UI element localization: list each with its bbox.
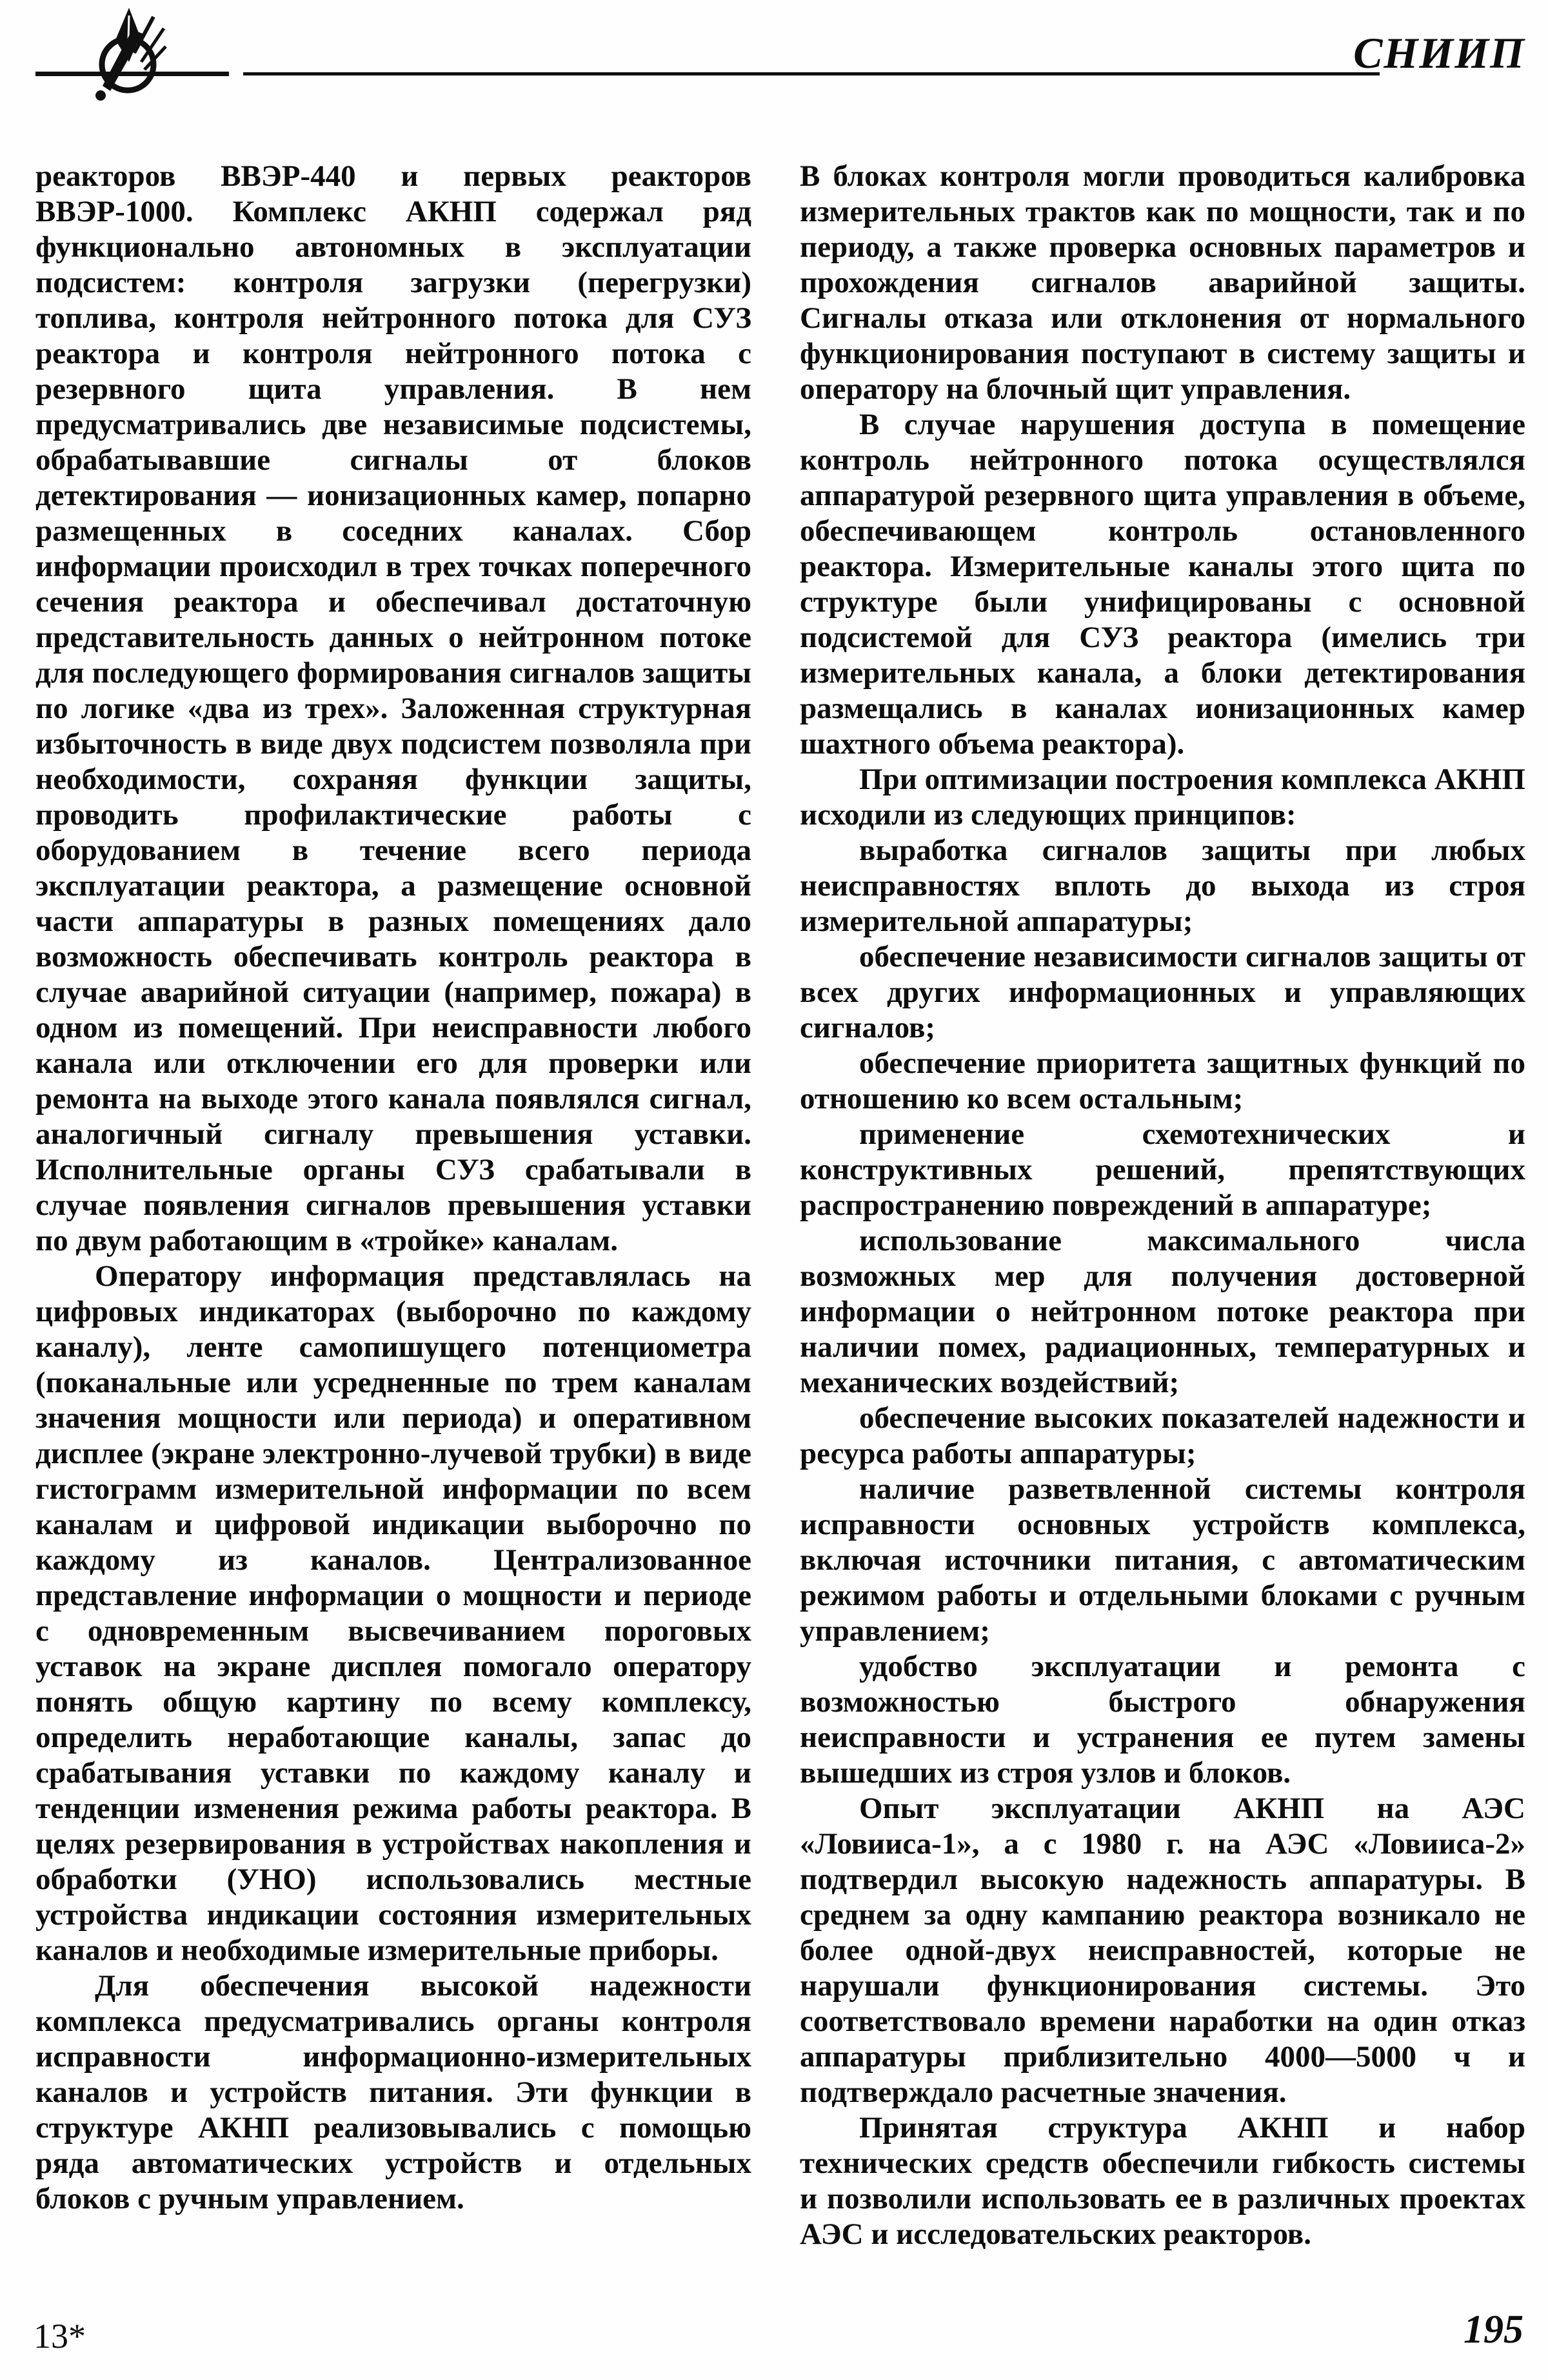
paragraph: В блоках контроля могли проводиться калибровка измерительных трактов как по мощности, так и по периоду, а также проверка основных параметров и прохождения сигналов аварийной защиты. Сигналы отказа или отклонения от нормального функционирования поступают в систему защиты и оператору на блочный щит управления. — [800, 159, 1525, 406]
footer-page-number: 195 — [1464, 2308, 1523, 2352]
list-item-principle: обеспечение приоритета защитных функций по отношению ко всем остальным; — [800, 1046, 1525, 1115]
list-item-principle: обеспечение высоких показателей надежности и ресурса работы аппаратуры; — [800, 1401, 1525, 1470]
list-item-principle: выработка сигналов защиты при любых неисправностях вплоть до выхода из строя измерительной аппаратуры; — [800, 834, 1525, 938]
paragraph: В случае нарушения доступа в помещение контроль нейтронного потока осуществлялся аппаратурой резервного щита управления в объеме, обеспечивающем контроль остановленного реактора. Измерительные каналы этого щита по структуре были унифицированы с основной подсистемой для СУЗ реактора (имелись три измерительных канала, а блоки детектирования размещались в каналах ионизационных камер шахтного объема реактора). — [800, 408, 1525, 761]
list-item-principle: использование максимального числа возможных мер для получения достоверной информации о нейтронном потоке реактора при наличии помех, радиационных, температурных и механических воздействий; — [800, 1224, 1525, 1399]
header-rule — [243, 72, 1380, 75]
quill-pen-circle-logo-icon — [0, 0, 271, 129]
list-item-principle: обеспечение независимости сигналов защиты от всех других информационных и управляющих сигналов; — [800, 940, 1525, 1045]
list-item-principle: наличие разветвленной системы контроля исправности основных устройств комплекса, включая источники питания, с автоматическим режимом работы и отдельными блоками с ручным управлением; — [800, 1472, 1525, 1648]
paragraph: реакторов ВВЭР-440 и первых реакторов ВВЭР-1000. Комплекс АКНП содержал ряд функционально автономных в эксплуатации подсистем: контроля загрузки (перегрузки) топлива, контроля нейтронного потока для СУЗ реактора и контроля нейтронного потока с резервного щита управления. В нем предусматривались две независимые подсистемы, обрабатывавшие сигналы от блоков детектирования — ионизационных камер, попарно размещенных в соседних каналах. Сбор информации происходил в трех точках поперечного сечения реактора и обеспечивал достаточную представительность данных о нейтронном потоке для последующего формирования сигналов защиты по логике «два из трех». Заложенная структурная избыточность в виде двух подсистем позволяла при необходимости, сохраняя функции защиты, проводить профилактические работы с оборудованием в течение всего периода эксплуатации реактора, а размещение основной части аппаратуры в разных помещениях дало возможность обеспечивать контроль реактора в случае аварийной ситуации (например, пожара) в одном из помещений. При неисправности любого канала или отключении его для проверки или ремонта на выходе этого канала появлялся сигнал, аналогичный сигналу превышения уставки. Исполнительные органы СУЗ срабатывали в случае появления сигналов превышения уставки по двум работающим в «тройке» каналам. — [35, 159, 751, 1257]
paragraph: Опыт эксплуатации АКНП на АЭС «Ловииса-1», а с 1980 г. на АЭС «Ловииса-2» подтвердил высокую надежность аппаратуры. В среднем за одну кампанию реактора возникало не более одной-двух неисправностей, которые не нарушали функционирования системы. Это соответствовало времени наработки на один отказ аппаратуры приблизительно 4000—5000 ч и подтверждало расчетные значения. — [800, 1792, 1525, 2109]
paragraph: При оптимизации построения комплекса АКНП исходили из следующих принципов: — [800, 763, 1525, 832]
paragraph: Для обеспечения высокой надежности комплекса предусматривались органы контроля исправности информационно-измерительных каналов и устройств питания. Эти функции в структуре АКНП реализовывались с помощью ряда автоматических устройств и отдельных блоков с ручным управлением. — [35, 1969, 751, 2215]
paragraph: Оператору информация представлялась на цифровых индикаторах (выборочно по каждому каналу), ленте самопишущего потенциометра (поканальные или усредненные по трем каналам значения мощности или периода) и оперативном дисплее (экране электронно-лучевой трубки) в виде гистограмм измерительной информации по всем каналам и цифровой индикации выборочно по каждому из каналов. Централизованное представление информации о мощности и периоде с одновременным высвечиванием пороговых уставок на экране дисплея помогало оператору понять общую картину по всему комплексу, определить неработающие каналы, запас до срабатывания уставки по каждому каналу и тенденции изменения режима работы реактора. В целях резервирования в устройствах накопления и обработки (УНО) использовались местные устройства индикации состояния измерительных каналов и необходимые измерительные приборы. — [35, 1259, 751, 1967]
list-item-principle: применение схемотехнических и конструктивных решений, препятствующих распространению повреждений в аппаратуре; — [800, 1117, 1525, 1222]
institute-name: СНИИП — [1353, 28, 1525, 77]
list-item-principle: удобство эксплуатации и ремонта с возможностью быстрого обнаружения неисправности и устранения ее путем замены вышедших из строя узлов и блоков. — [800, 1650, 1525, 1790]
paragraph: Принятая структура АКНП и набор технических средств обеспечили гибкость системы и позволили использовать ее в различных проектах АЭС и исследовательских реакторов. — [800, 2111, 1525, 2251]
left-column — [35, 159, 751, 2217]
right-column — [800, 159, 1525, 2252]
footer-signature-mark: 13* — [34, 2317, 86, 2355]
